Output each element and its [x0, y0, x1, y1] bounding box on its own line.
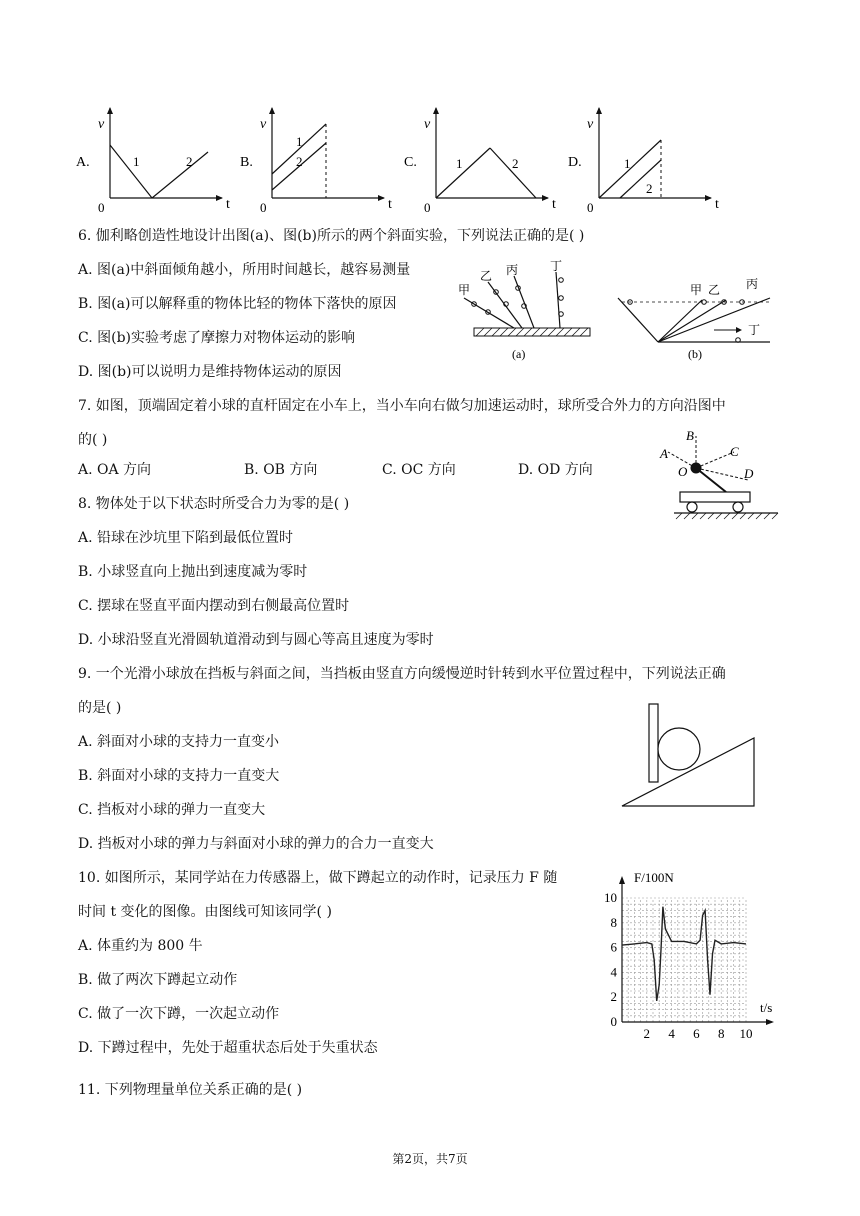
q6-b-label-2: 丙	[746, 277, 759, 291]
q7-fig-c: C	[730, 444, 739, 459]
q10-option-d: D. 下蹲过程中，先处于超重状态后处于失重状态	[78, 1040, 378, 1056]
graph-c-v: v	[424, 117, 431, 132]
y-tick-label: 4	[610, 964, 617, 980]
q10-stem-1: 10. 如图所示，某同学站在力传感器上，做下蹲起立的动作时，记录压力 F 随	[78, 870, 558, 886]
q7-option-b: B. OB 方向	[244, 462, 318, 478]
q9-option-b: B. 斜面对小球的支持力一直变大	[78, 768, 280, 784]
q7-stem-2: 的( )	[78, 432, 108, 448]
graph-d-origin: 0	[587, 200, 594, 215]
graph-c-t: t	[552, 197, 556, 212]
graph-a-v: v	[98, 117, 105, 132]
q7-fig-a: A	[660, 446, 668, 461]
q8-option-c: C. 摆球在竖直平面内摆动到右侧最高位置时	[78, 598, 350, 614]
chart-ticks	[604, 890, 753, 1041]
q6-option-d: D. 图(b)可以说明力是维持物体运动的原因	[78, 364, 342, 380]
graph-a-2: 2	[186, 154, 193, 169]
y-tick-label: 6	[610, 939, 617, 955]
q7-stem-1: 7. 如图，顶端固定着小球的直杆固定在小车上，当小车向右做匀加速运动时，球所受合外力的方向沿图中	[78, 398, 726, 414]
q6-a-label-0: 甲	[458, 283, 471, 297]
q6-a-label-1: 乙	[480, 269, 493, 283]
q7-fig-d: D	[744, 466, 754, 481]
x-tick-label: 4	[668, 1026, 675, 1041]
q6-stem: 6. 伽利略创造性地设计出图(a)、图(b)所示的两个斜面实验，下列说法正确的是( )	[78, 228, 585, 244]
graph-d-1: 1	[624, 156, 631, 171]
x-tick-label: 6	[693, 1026, 700, 1041]
graph-a-t: t	[226, 197, 230, 212]
x-tick-label: 10	[739, 1026, 753, 1041]
q6-option-c: C. 图(b)实验考虑了摩擦力对物体运动的影响	[78, 330, 355, 346]
q10-option-b: B. 做了两次下蹲起立动作	[78, 972, 238, 988]
graph-d	[568, 108, 719, 215]
q6-b-label-3: 丁	[748, 323, 761, 337]
q9-option-c: C. 挡板对小球的弹力一直变大	[78, 802, 266, 818]
q7-option-a: A. OA 方向	[78, 462, 152, 478]
q8-stem: 8. 物体处于以下状态时所受合力为零的是( )	[78, 496, 350, 512]
force-time-chart	[600, 864, 790, 1044]
q8-option-d: D. 小球沿竖直光滑圆轨道滑动到与圆心等高且速度为零时	[78, 632, 434, 648]
graph-b-v: v	[260, 117, 267, 132]
graph-b-origin: 0	[260, 200, 267, 215]
x-tick-label: 8	[717, 1026, 725, 1041]
q6-option-b: B. 图(a)可以解释重的物体比轻的物体下落快的原因	[78, 296, 397, 312]
graph-c	[404, 108, 556, 215]
q8-option-a: A. 铅球在沙坑里下陷到最低位置时	[78, 530, 294, 546]
q7-option-c: C. OC 方向	[382, 462, 456, 478]
graph-d-2: 2	[646, 181, 653, 196]
graph-a-1: 1	[133, 154, 140, 169]
graph-c-origin: 0	[424, 200, 431, 215]
q7-option-d: D. OD 方向	[518, 462, 593, 478]
q6-caption-b: (b)	[688, 347, 702, 361]
q6-a-label-3: 丁	[550, 259, 563, 273]
graph-a-origin: 0	[98, 200, 105, 215]
chart-ylabel: F/100N	[634, 870, 674, 885]
q6-caption-a: (a)	[512, 347, 526, 361]
x-tick-label: 2	[643, 1026, 651, 1041]
q7-figure	[650, 428, 782, 524]
graph-b-1: 1	[296, 134, 303, 149]
q9-stem-1: 9. 一个光滑小球放在挡板与斜面之间，当挡板由竖直方向缓慢逆时针转到水平位置过程中，下列说法正确	[78, 666, 726, 682]
q7-fig-o: O	[678, 464, 688, 479]
q10-option-a: A. 体重约为 800 牛	[78, 938, 203, 954]
q6-a-label-2: 丙	[506, 263, 519, 277]
q9-stem-2: 的是( )	[78, 700, 122, 716]
graph-d-t: t	[715, 197, 719, 212]
q9-option-a: A. 斜面对小球的支持力一直变小	[78, 734, 280, 750]
graph-c-2: 2	[512, 156, 519, 171]
chart-grid	[622, 898, 746, 1022]
graph-b-label: B.	[240, 155, 253, 170]
q7-fig-b: B	[686, 428, 694, 443]
graph-b-t: t	[388, 197, 392, 212]
q6-b-label-1: 乙	[708, 283, 721, 297]
graph-a-label: A.	[76, 155, 90, 170]
q11-stem: 11. 下列物理量单位关系正确的是( )	[78, 1082, 303, 1098]
q9-option-d: D. 挡板对小球的弹力与斜面对小球的弹力的合力一直变大	[78, 836, 434, 852]
q5-graphs	[0, 98, 860, 220]
y-tick-label: 10	[604, 890, 617, 905]
graph-c-label: C.	[404, 155, 417, 170]
q9-figure	[618, 702, 758, 808]
graph-d-label: D.	[568, 155, 582, 170]
page-footer: 第2页，共7页	[392, 1152, 468, 1166]
graph-b	[240, 108, 392, 215]
y-tick-label: 0	[610, 1014, 617, 1029]
q6-b-label-0: 甲	[690, 283, 703, 297]
graph-c-1: 1	[456, 156, 463, 171]
q6-figure	[452, 258, 782, 368]
y-tick-label: 8	[610, 914, 617, 930]
q6-option-a: A. 图(a)中斜面倾角越小，所用时间越长，越容易测量	[78, 262, 411, 278]
q8-option-b: B. 小球竖直向上抛出到速度减为零时	[78, 564, 308, 580]
y-tick-label: 2	[610, 989, 617, 1005]
q10-option-c: C. 做了一次下蹲，一次起立动作	[78, 1006, 280, 1022]
q10-stem-2: 时间 t 变化的图像。由图线可知该同学( )	[78, 904, 332, 920]
graph-a	[76, 108, 230, 215]
graph-d-v: v	[587, 117, 594, 132]
chart-xlabel: t/s	[760, 1000, 773, 1015]
graph-b-2: 2	[296, 154, 303, 169]
